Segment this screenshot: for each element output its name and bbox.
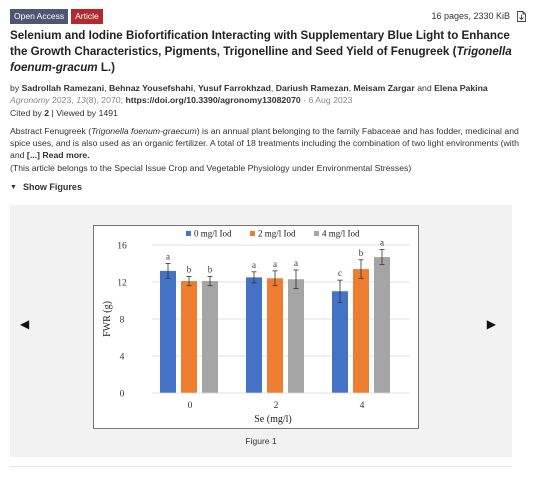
- divider: [10, 466, 512, 467]
- y-tick-label: 16: [117, 241, 127, 252]
- pdf-download-icon[interactable]: [517, 11, 526, 22]
- y-tick-label: 12: [117, 278, 127, 289]
- bar: [246, 277, 262, 393]
- journal-citation: Agronomy 2023, 13(8), 2070; https://doi.org/10.3390/agronomy13082070 - 6 Aug 2023: [10, 95, 353, 105]
- x-tick-label: 4: [359, 401, 365, 411]
- bar-chart: [94, 226, 418, 428]
- pages-size-text: 16 pages, 2330 KiB: [431, 11, 510, 21]
- y-axis-label: FWR (g): [102, 301, 113, 337]
- open-access-badge[interactable]: Open Access: [10, 9, 68, 24]
- bar: [288, 279, 304, 393]
- author-link[interactable]: Elena Pakina: [434, 83, 488, 93]
- abstract-text: Abstract Fenugreek (Trigonella foenum-graecum) is an annual plant belonging to the family Fabaceae and has fodder, medicinal and spice uses, and is also used as an organic fertilizer. A total of 18 treatments including the combination of two light environments (with and [...] Read more.: [10, 126, 519, 161]
- article-type-badge: Article: [71, 9, 103, 24]
- significance-letter: a: [166, 251, 170, 262]
- file-meta: [431, 11, 526, 22]
- figure-image[interactable]: [93, 225, 419, 429]
- significance-letter: b: [358, 247, 364, 258]
- legend-swatch: [250, 231, 255, 236]
- bar: [202, 281, 218, 393]
- y-tick-label: 8: [119, 315, 125, 326]
- significance-letter: a: [252, 259, 256, 270]
- doi-link[interactable]: https://doi.org/10.3390/agronomy13082070: [125, 95, 301, 105]
- legend-label: 0 mg/l Iod: [194, 228, 232, 239]
- significance-letter: b: [207, 264, 213, 275]
- bar: [160, 271, 176, 393]
- x-tick-label: 0: [187, 401, 193, 411]
- legend-label: 2 mg/l Iod: [258, 228, 296, 239]
- legend-swatch: [186, 231, 191, 236]
- author-link[interactable]: Meisam Zargar: [353, 83, 415, 93]
- triangle-right-icon[interactable]: ▶: [486, 317, 496, 331]
- bar: [181, 281, 197, 393]
- bar: [353, 269, 369, 393]
- author-link[interactable]: Behnaz Yousefshahi: [108, 83, 194, 93]
- chart-legend: [186, 229, 360, 239]
- figure-caption: Figure 1: [245, 436, 277, 446]
- article-header-bar: [10, 8, 526, 24]
- legend-label: 4 mg/l Iod: [322, 228, 360, 239]
- significance-letter: c: [338, 268, 342, 279]
- author-link[interactable]: Dariush Ramezan: [275, 83, 349, 93]
- triangle-left-icon[interactable]: ◀: [20, 317, 30, 331]
- x-tick-label: 2: [273, 401, 279, 411]
- article-title[interactable]: Selenium and Iodine Biofortification Interacting with Supplementary Blue Light to Enhance the Growth Characteristics, Pigments, Trigonelline and Seed Yield of Fenugreek (Trigonella foenum-gracum L.): [10, 29, 512, 74]
- author-list: by Sadrollah Ramezani, Behnaz Yousefshahi, Yusuf Farrokhzad, Dariush Ramezan, Meisam Zargar and Elena Pakina: [10, 83, 488, 93]
- y-tick-label: 0: [119, 389, 125, 400]
- y-tick-label: 4: [119, 352, 125, 363]
- special-issue-note[interactable]: (This article belongs to the Special Issue Crop and Vegetable Physiology under Environmental Stresses): [10, 163, 412, 173]
- bar: [267, 278, 283, 393]
- significance-letter: b: [186, 264, 192, 275]
- significance-letter: a: [273, 258, 277, 269]
- bar: [332, 291, 348, 393]
- cited-by-link[interactable]: 2: [44, 108, 50, 118]
- legend-swatch: [314, 231, 319, 236]
- citation-stats: Cited by 2 | Viewed by 1491: [10, 108, 118, 118]
- author-link[interactable]: Sadrollah Ramezani: [21, 83, 105, 93]
- species-name: Trigonella foenum-gracum: [10, 45, 512, 74]
- chart-bars: [160, 238, 390, 393]
- bar: [374, 257, 390, 393]
- read-more-link[interactable]: [...] Read more.: [26, 150, 90, 161]
- x-axis-label: Se (mg/l): [254, 414, 292, 425]
- significance-letter: a: [294, 257, 298, 268]
- significance-letter: a: [380, 237, 384, 248]
- author-link[interactable]: Yusuf Farrokhzad: [197, 83, 271, 93]
- figure-carousel: [10, 205, 512, 457]
- show-figures-toggle[interactable]: ▼ Show Figures: [10, 182, 82, 192]
- triangle-down-icon: ▼: [10, 183, 17, 191]
